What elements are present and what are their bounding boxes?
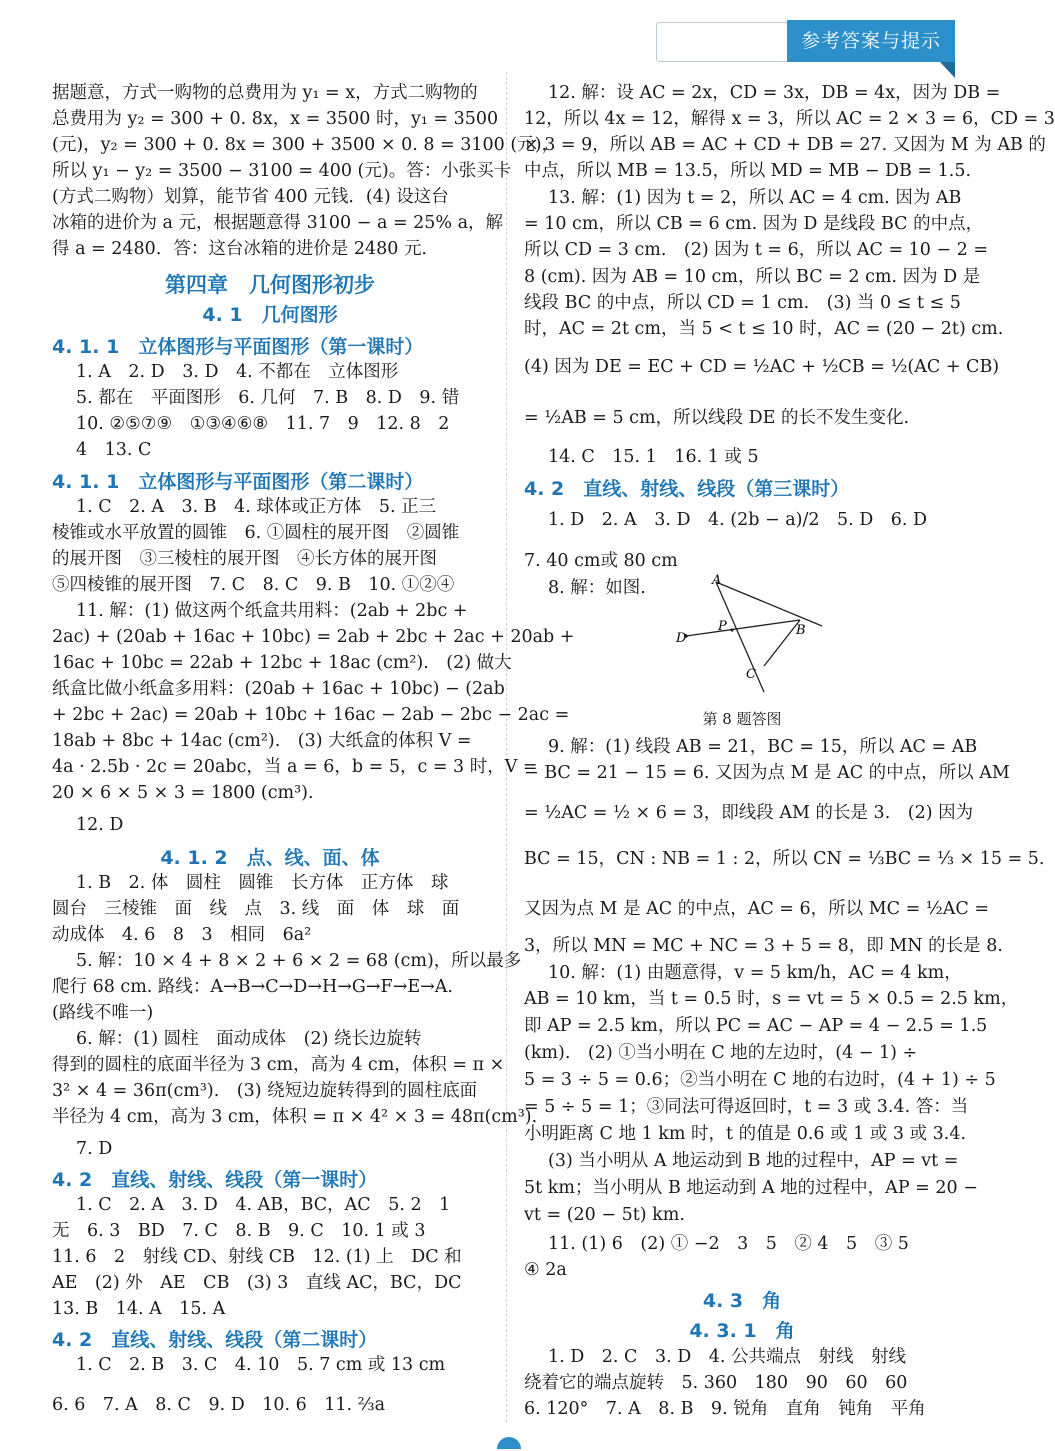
text-line: = ½AB = 5 cm，所以线段 DE 的长不发生变化. [524, 408, 910, 428]
text-line: 4a · 2.5b · 2c = 20abc，当 a = 6，b = 5，c = 3 时，V = [52, 757, 538, 777]
text-line: 1. A 2. D 3. D 4. 不都在 立体图形 [76, 362, 399, 382]
text-line: = ½AC = ½ × 6 = 3，即线段 AM 的长是 3. (2) 因为 [524, 803, 974, 823]
text-line: = 10 cm，所以 CB = 6 cm. 因为 D 是线段 BC 的中点， [524, 214, 984, 234]
text-line: 7. 40 cm或 80 cm [524, 551, 678, 571]
header-title: 参考答案与提示 [787, 20, 955, 62]
text-line: 5. 解：10 × 4 + 8 × 2 + 6 × 2 = 68 (cm)，所以最多 [76, 951, 522, 971]
text-line: 总费用为 y₂ = 300 + 0. 8x，x = 3500 时，y₁ = 3500 [52, 109, 499, 129]
label-c: C [746, 667, 756, 682]
text-line: (元)，y₂ = 300 + 0. 8x = 300 + 3500 × 0. 8 = 3100 (元)， [52, 135, 560, 155]
segment-c-b [764, 620, 800, 666]
header-ribbon-tail [940, 62, 955, 78]
text-line: 13. B 14. A 15. A [52, 1299, 226, 1319]
text-line: 1. D 2. A 3. D 4. (2b − a)/2 5. D 6. D [548, 510, 928, 530]
section-heading: 4. 1. 2 点、线、面、体 [160, 847, 380, 869]
section-heading: 4. 1. 1 立体图形与平面图形（第二课时） [52, 471, 424, 493]
section-heading: 4. 3. 1 角 [689, 1320, 795, 1342]
text-line: 18ab + 8bc + 14ac (cm²). (3) 大纸盒的体积 V = [52, 731, 472, 751]
text-line: 绕着它的端点旋转 5. 360 180 90 60 60 [524, 1373, 908, 1393]
text-line: AB = 10 km，当 t = 0.5 时，s = vt = 5 × 0.5 = 2.5 km， [524, 989, 1019, 1009]
text-line: 5. 都在 平面图形 6. 几何 7. B 8. D 9. 错 [76, 388, 460, 408]
text-line: 时，AC = 2t cm，当 5 < t ≤ 10 时，AC = (20 − 2t) cm. [524, 319, 1004, 339]
label-a: A [712, 573, 722, 588]
text-line: 8. 解：如图. [548, 578, 646, 598]
text-line: 11. (1) 6 (2) ① −2 3 5 ② 4 5 ③ 5 [548, 1234, 909, 1254]
text-line: 9. 解：(1) 线段 AB = 21，BC = 15，所以 AC = AB [548, 737, 978, 757]
point-p [730, 628, 733, 631]
text-line: 1. B 2. 体 圆柱 圆锥 长方体 正方体 球 [76, 873, 449, 893]
text-line: 2ac) + (20ab + 16ac + 10bc) = 2ab + 2bc + 2ac + 20ab + [52, 627, 575, 647]
section-heading: 4. 3 角 [702, 1290, 782, 1312]
label-b: B [796, 623, 806, 638]
text-line: vt = (20 − 5t) km. [524, 1205, 685, 1225]
text-line: 小明距离 C 地 1 km 时，t 的值是 0.6 或 1 或 3 或 3.4. [524, 1124, 967, 1144]
text-line: (方式二购物）划算，能节省 400 元钱．(4) 设这台 [52, 187, 449, 207]
text-line: 10. ②⑤⑦⑨ ①③④⑥⑧ 11. 7 9 12. 8 2 [76, 414, 450, 434]
text-line: 5 = 3 ÷ 5 = 0.6；②当小明在 C 地的右边时，(4 + 1) ÷ 5 [524, 1070, 996, 1090]
text-line: 又因为点 M 是 AC 的中点，AC = 6，所以 MC = ½AC = [524, 899, 990, 919]
text-line: (km). (2) ①当小明在 C 地的左边时，(4 − 1) ÷ [524, 1043, 918, 1063]
text-line: 8 (cm). 因为 AB = 10 cm，所以 BC = 2 cm. 因为 D 是 [524, 267, 981, 287]
text-line: ⑤四棱锥的展开图 7. C 8. C 9. B 10. ①②④ [52, 575, 455, 595]
text-line: 3² × 4 = 36π(cm³). (3) 绕短边旋转得到的圆柱底面 [52, 1081, 478, 1101]
geometry-diagram [672, 574, 832, 704]
section-heading: 4. 1 几何图形 [202, 304, 338, 326]
text-line: 16ac + 10bc = 22ab + 12bc + 18ac (cm²). (2) 做大 [52, 653, 512, 673]
text-line: 1. C 2. A 3. D 4. AB，BC，AC 5. 2 1 [76, 1195, 451, 1215]
text-line: 6. 解：(1) 圆柱 面动成体 (2) 绕长边旋转 [76, 1029, 422, 1049]
text-line: 12，所以 4x = 12，解得 x = 3，所以 AC = 2 × 3 = 6，CD = 3 [524, 109, 1055, 129]
text-line: 12. 解：设 AC = 2x，CD = 3x，DB = 4x，因为 DB = [548, 83, 1001, 103]
label-p: P [718, 619, 727, 634]
text-line: 圆台 三棱锥 面 线 点 3. 线 面 体 球 面 [52, 899, 460, 919]
text-line: 3，所以 MN = MC + NC = 3 + 5 = 8，即 MN 的长是 8. [524, 936, 1003, 956]
text-line: 4 13. C [76, 440, 152, 460]
text-line: 的展开图 ③三棱柱的展开图 ④长方体的展开图 [52, 549, 437, 569]
text-line: 中点，所以 MB = 13.5，所以 MD = MB − DB = 1.5. [524, 161, 972, 181]
text-line: 10. 解：(1) 由题意得，v = 5 km/h，AC = 4 km， [548, 963, 962, 983]
text-line: 12. D [76, 815, 124, 835]
text-line: + 2bc + 2ac) = 20ab + 10bc + 16ac − 2ab − 2bc − 2ac = [52, 705, 570, 725]
text-line: = 5 ÷ 5 = 1；③同法可得返回时，t = 3 或 3.4. 答：当 [524, 1097, 969, 1117]
text-line: AE (2) 外 AE CB (3) 3 直线 AC，BC，DC [52, 1273, 462, 1293]
text-line: 纸盒比做小纸盒多用料：(20ab + 16ac + 10bc) − (2ab [52, 679, 505, 699]
text-line: 棱锥或水平放置的圆锥 6. ①圆柱的展开图 ②圆锥 [52, 523, 460, 543]
text-line: 无 6. 3 BD 7. C 8. B 9. C 10. 1 或 3 [52, 1221, 426, 1241]
text-line: 动成体 4. 6 8 3 相同 6a² [52, 925, 312, 945]
text-line: 6. 120° 7. A 8. B 9. 锐角 直角 钝角 平角 [524, 1399, 926, 1419]
section-heading: 4. 2 直线、射线、线段（第三课时） [524, 478, 850, 500]
text-line: 5t km；当小明从 B 地运动到 A 地的过程中，AP = 20 − [524, 1178, 978, 1198]
text-line: 所以 y₁ − y₂ = 3500 − 3100 = 400 (元)。答：小张买卡 [52, 161, 512, 181]
text-line: 1. C 2. B 3. C 4. 10 5. 7 cm 或 13 cm [76, 1355, 446, 1375]
section-heading: 4. 2 直线、射线、线段（第二课时） [52, 1329, 378, 1351]
text-line: × 3 = 9，所以 AB = AC + CD + DB = 27. 又因为 M 为 AB 的 [524, 135, 1046, 155]
text-line: BC = 15，CN : NB = 1 : 2，所以 CN = ⅓BC = ⅓ × 15 = 5. [524, 849, 1045, 869]
label-d: D [676, 631, 687, 646]
text-line: 1. D 2. C 3. D 4. 公共端点 射线 射线 [548, 1347, 906, 1367]
text-line: 14. C 15. 1 16. 1 或 5 [548, 447, 759, 467]
text-line: 7. D [76, 1139, 113, 1159]
figure-caption: 第 8 题答图 [702, 710, 782, 728]
text-line: 11. 解：(1) 做这两个纸盒共用料：(2ab + 2bc + [76, 601, 468, 621]
text-line: ④ 2a [524, 1260, 567, 1280]
page-tab-marker [497, 1437, 521, 1449]
text-line: 冰箱的进价为 a 元，根据题意得 3100 − a = 25% a，解 [52, 213, 504, 233]
text-line: 得 a = 2480．答：这台冰箱的进价是 2480 元． [52, 239, 439, 259]
section-heading: 4. 1. 1 立体图形与平面图形（第一课时） [52, 336, 424, 358]
chapter-heading: 第四章 几何图形初步 [165, 272, 375, 297]
text-line: 即 AP = 2.5 km，所以 PC = AC − AP = 4 − 2.5 = 1.5 [524, 1016, 988, 1036]
text-line: (路线不唯一) [52, 1003, 154, 1023]
text-line: 11. 6 2 射线 CD、射线 CB 12. (1) 上 DC 和 [52, 1247, 462, 1267]
text-line: (4) 因为 DE = EC + CD = ½AC + ½CB = ½(AC + CB) [524, 357, 1000, 377]
column-divider [506, 72, 507, 1422]
text-line: 得到的圆柱的底面半径为 3 cm，高为 4 cm，体积 = π × [52, 1055, 505, 1075]
text-line: 6. 6 7. A 8. C 9. D 10. 6 11. ⅔a [52, 1395, 386, 1415]
text-line: 20 × 6 × 5 × 3 = 1800 (cm³). [52, 783, 314, 803]
text-line: − BC = 21 − 15 = 6. 又因为点 M 是 AC 的中点，所以 AM [524, 763, 1010, 783]
ray-b-d [686, 620, 800, 636]
text-line: 半径为 4 cm，高为 3 cm，体积 = π × 4² × 3 = 48π(cm³). [52, 1107, 538, 1127]
text-line: 线段 BC 的中点，所以 CD = 1 cm. (3) 当 0 ≤ t ≤ 5 [524, 293, 961, 313]
text-line: 爬行 68 cm. 路线：A→B→C→D→H→G→F→E→A. [52, 977, 453, 997]
text-line: 13. 解：(1) 因为 t = 2，所以 AC = 4 cm. 因为 AB [548, 188, 962, 208]
text-line: (3) 当小明从 A 地运动到 B 地的过程中，AP = vt = [548, 1151, 959, 1171]
text-line: 据题意，方式一购物的总费用为 y₁ = x，方式二购物的 [52, 83, 478, 103]
section-heading: 4. 2 直线、射线、线段（第一课时） [52, 1169, 378, 1191]
header-blank-box [656, 22, 788, 62]
text-line: 所以 CD = 3 cm. (2) 因为 t = 6，所以 AC = 10 − 2 = [524, 240, 989, 260]
text-line: 1. C 2. A 3. B 4. 球体或正方体 5. 正三 [76, 497, 437, 517]
figure-q8 [672, 574, 832, 704]
